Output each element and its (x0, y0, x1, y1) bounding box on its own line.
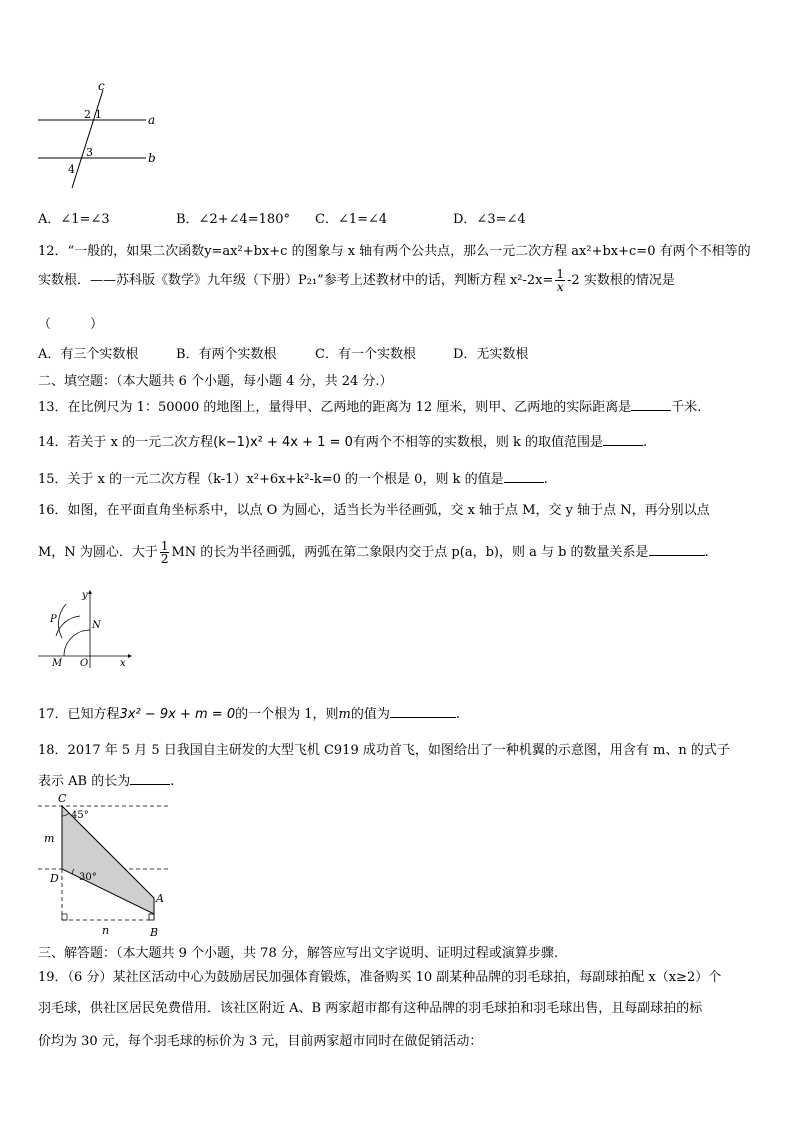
q16-blank[interactable] (649, 543, 705, 556)
q12-fraction: $\frac{1}{x}$ (556, 267, 565, 294)
fig16-x: x (120, 658, 126, 669)
fig18-C: C (58, 792, 67, 805)
q11-option-b: B．∠2+∠4=180° (176, 212, 290, 227)
q18-end: . (170, 774, 175, 789)
q18-text: 表示 AB 的长为 (38, 774, 131, 789)
q12-line2-text-a: 实数根．——苏科版《数学》九年级（下册）P₂₁”参考上述教材中的话，判断方程 x²-2x= (38, 273, 554, 288)
fig18-30: 30° (79, 872, 97, 883)
q17-text-post: 的值为 (350, 707, 390, 722)
label-c: c (98, 80, 105, 93)
q17-m: m (338, 707, 351, 722)
fig18-n: n (102, 924, 110, 937)
q15-text: 15．关于 x 的一元二次方程（k-1）x²+6x+k²-k=0 的一个根是 0，则 k 的值是 (38, 472, 504, 487)
q11-option-d: D．∠3=∠4 (453, 212, 526, 227)
fig16-y: y (82, 590, 88, 601)
angle-4: 4 (68, 163, 75, 176)
fig16-P: P (50, 614, 57, 625)
q14-end: . (643, 435, 648, 450)
fig16-O: O (80, 658, 89, 669)
label-a: a (148, 113, 156, 127)
q16-end: . (704, 545, 709, 560)
angle-2: 2 (84, 108, 91, 121)
q16-line2-text-b: MN 的长为半径画弧，两弧在第二象限内交于点 p(a，b)，则 a 与 b 的数量关系是 (171, 545, 649, 560)
q18-blank[interactable] (130, 772, 170, 785)
q17-blank[interactable] (390, 705, 456, 718)
q12-option-c: C．有一个实数根 (315, 347, 416, 362)
q15-blank[interactable] (504, 470, 544, 483)
q13-text: 13．在比例尺为 1：50000 的地图上，量得甲、乙两地的距离为 12 厘米，则甲、乙两地的实际距离是 (38, 400, 632, 415)
fig18-D: D (50, 872, 59, 885)
q11-option-a: A．∠1=∠3 (38, 212, 110, 227)
q19-line2: 羽毛球，供社区居民免费借用．该社区附近 A、B 两家超市都有这种品牌的羽毛球拍和羽毛球出售，且每副球拍的标 (38, 1001, 703, 1016)
q12-line1: 12．“一般的，如果二次函数y=ax²+bx+c 的图象与 x 轴有两个公共点，那么一元二次方程 ax²+bx+c=0 有两个不相等的 (38, 244, 751, 259)
angle-1: 1 (95, 108, 102, 121)
q12-line2 (38, 268, 675, 293)
q14 (38, 431, 647, 450)
fig18-45: 45° (71, 810, 89, 821)
q15-end: . (543, 472, 548, 487)
parallel-lines-figure (34, 80, 159, 195)
q16-line2 (38, 540, 709, 565)
label-b: b (148, 151, 156, 165)
wing-diagram-figure (38, 790, 174, 940)
q17-end: . (455, 707, 460, 722)
q14-text: 14．若关于 x 的一元二次方程 (38, 435, 214, 450)
q16-fraction: $\frac{1}{2}$ (160, 539, 169, 566)
coordinate-arcs-figure (36, 588, 136, 670)
q12-option-d: D．无实数根 (453, 347, 529, 362)
fig18-m: m (44, 832, 55, 845)
q15 (38, 468, 548, 487)
q19-line1: 19．（6 分）某社区活动中心为鼓励居民加强体育锻炼，准备购买 10 副某种品牌的羽毛球拍，每副球拍配 x（x≥2）个 (38, 970, 722, 985)
section3-heading: 三、解答题：（本大题共 9 个小题，共 78 分，解答应写出文字说明、证明过程或演算步骤. (38, 946, 558, 961)
q12-option-b: B．有两个实数根 (176, 347, 277, 362)
q13-blank[interactable] (631, 398, 671, 411)
fig16-N: N (92, 620, 101, 631)
angle-3: 3 (86, 146, 93, 159)
q17-text: 17．已知方程 (38, 707, 120, 722)
section2-heading: 二、填空题：（本大题共 6 个小题，每小题 4 分，共 24 分.） (38, 374, 393, 389)
q12-answer-paren: （ ） (38, 317, 104, 332)
q14-text-post: 有两个不相等的实数根，则 k 的取值范围是 (352, 435, 604, 450)
q13-after: 千米. (671, 400, 702, 415)
q18-line1: 18．2017 年 5 月 5 日我国自主研发的大型飞机 C919 成功首飞，如图给出了一种机翼的示意图，用含有 m、n 的式子 (38, 743, 730, 758)
q13 (38, 396, 701, 415)
q18-line2 (38, 770, 174, 789)
q14-blank[interactable] (603, 433, 643, 446)
fig18-B: B (150, 926, 159, 939)
q17-equation: 3x² − 9x + m = 0 (119, 707, 236, 722)
q17-text-mid: 的一个根为 1，则 (235, 707, 339, 722)
q14-equation: (k−1)x² + 4x + 1 = 0 (213, 435, 353, 450)
q17 (38, 703, 460, 722)
fig18-A: A (156, 892, 164, 905)
q16-line2-text-a: M，N 为圆心．大于 (38, 545, 158, 560)
fig16-M: M (52, 658, 63, 669)
q19-line3: 价均为 30 元，每个羽毛球的标价为 3 元，目前两家超市同时在做促销活动： (38, 1034, 483, 1049)
q11-option-c: C．∠1=∠4 (315, 212, 388, 227)
q16-line1: 16．如图，在平面直角坐标系中，以点 O 为圆心，适当长为半径画弧，交 x 轴于点 M，交 y 轴于点 N，再分别以点 (38, 503, 710, 518)
q12-line2-text-b: -2 实数根的情况是 (567, 273, 675, 288)
q12-option-a: A．有三个实数根 (38, 347, 139, 362)
